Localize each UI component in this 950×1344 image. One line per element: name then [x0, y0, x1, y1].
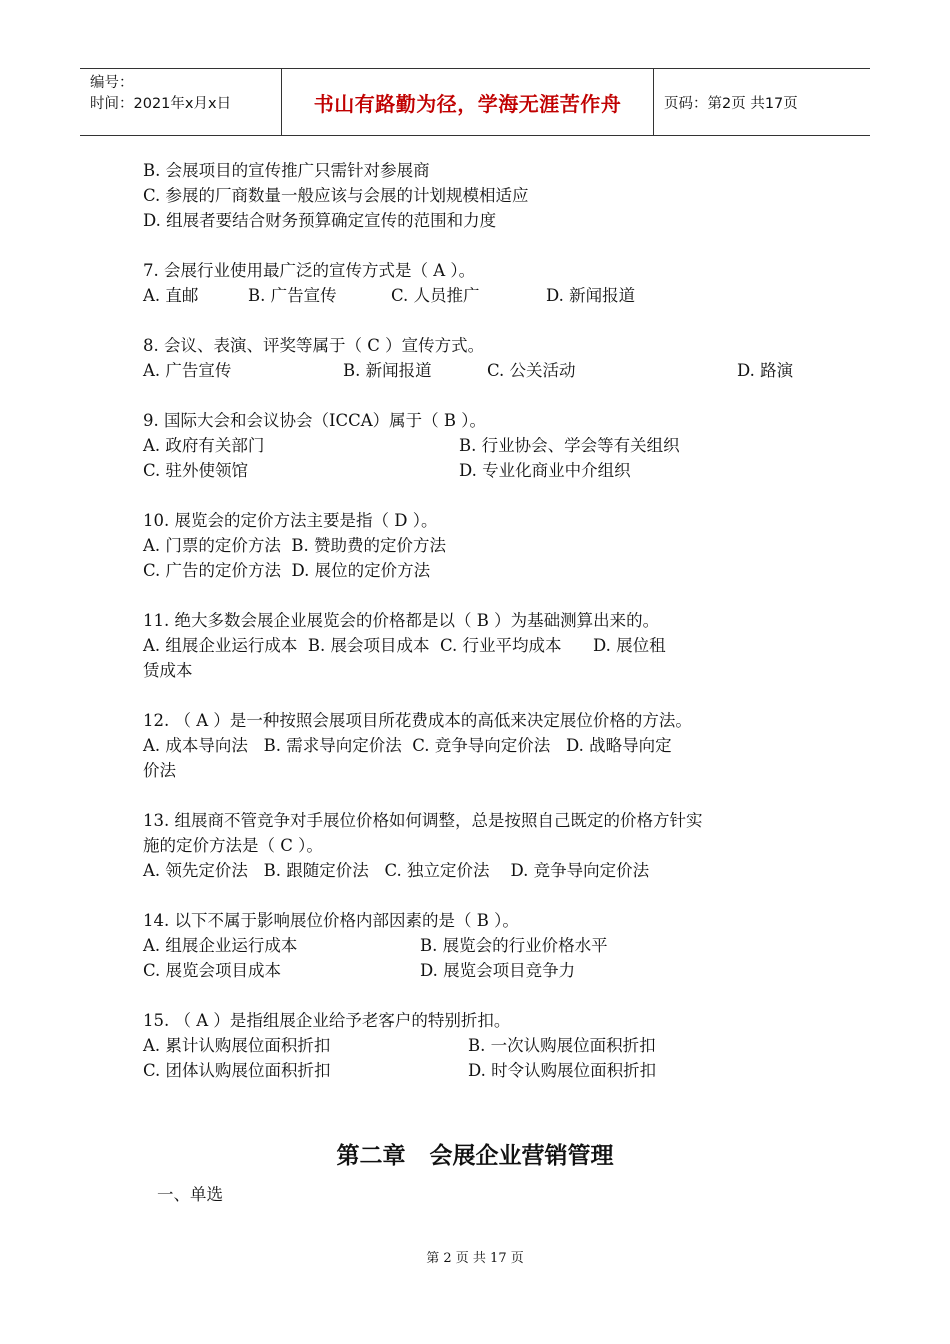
question-stem-13-cont: 施的定价方法是（ C ）。	[143, 836, 323, 855]
question-stem-14: 14. 以下不属于影响展位价格内部因素的是（ B ）。	[143, 911, 519, 930]
option-d: D. 路演	[737, 361, 794, 380]
question-options-14-cd	[143, 958, 813, 983]
question-options-9-cd	[143, 458, 813, 483]
question-options-10-cd: C. 广告的定价方法 D. 展位的定价方法	[143, 561, 431, 580]
option-b: B. 新闻报道	[343, 361, 432, 380]
page-header	[80, 68, 870, 136]
option-b: B. 广告宣传	[248, 286, 337, 305]
question-options-14-ab	[143, 933, 813, 958]
option-a: A. 累计认购展位面积折扣	[143, 1036, 331, 1055]
option-b: B. 展览会的行业价格水平	[420, 936, 608, 955]
option-line: B. 会展项目的宣传推广只需针对参展商	[143, 161, 430, 180]
option-a: A. 政府有关部门	[143, 436, 265, 455]
option-d: D. 展览会项目竞争力	[420, 961, 576, 980]
question-options-15-ab	[143, 1033, 813, 1058]
header-motto: 书山有路勤为径，学海无涯苦作舟	[282, 69, 654, 135]
question-options-12-cont: 价法	[143, 761, 176, 780]
question-options-10-ab: A. 门票的定价方法 B. 赞助费的定价方法	[143, 536, 447, 555]
option-line: D. 组展者要结合财务预算确定宣传的范围和力度	[143, 211, 497, 230]
question-options-13: A. 领先定价法 B. 跟随定价法 C. 独立定价法 D. 竞争导向定价法	[143, 861, 650, 880]
option-b: B. 行业协会、学会等有关组织	[459, 436, 680, 455]
question-stem-15: 15. （ A ）是指组展企业给予老客户的特别折扣。	[143, 1011, 511, 1030]
header-page-number: 页码：第2页 共17页	[664, 95, 798, 112]
option-d: D. 专业化商业中介组织	[459, 461, 631, 480]
question-stem-11: 11. 绝大多数会展企业展览会的价格都是以（ B ）为基础测算出来的。	[143, 611, 660, 630]
question-list	[143, 158, 813, 1083]
question-stem-9: 9. 国际大会和会议协会（ICCA）属于（ B ）。	[143, 411, 487, 430]
option-c: C. 人员推广	[391, 286, 480, 305]
question-options-12: A. 成本导向法 B. 需求导向定价法 C. 竞争导向定价法 D. 战略导向定	[143, 736, 672, 755]
option-c: C. 公关活动	[487, 361, 576, 380]
option-d: D. 时令认购展位面积折扣	[468, 1061, 657, 1080]
question-options-7	[143, 283, 813, 308]
option-b: B. 一次认购展位面积折扣	[468, 1036, 656, 1055]
option-c: C. 团体认购展位面积折扣	[143, 1061, 331, 1080]
chapter-title: 第二章 会展企业营销管理	[336, 1143, 614, 1169]
question-options-15-cd	[143, 1058, 813, 1083]
option-a: A. 组展企业运行成本	[143, 936, 298, 955]
section-title: 一、单选	[157, 1185, 223, 1204]
question-options-9-ab	[143, 433, 813, 458]
option-a: A. 直邮	[143, 286, 199, 305]
question-options-11-cont: 赁成本	[143, 661, 193, 680]
question-stem-12: 12. （ A ）是一种按照会展项目所花费成本的高低来决定展位价格的方法。	[143, 711, 692, 730]
question-stem-13: 13. 组展商不管竞争对手展位价格如何调整，总是按照自己既定的价格方针实	[143, 811, 703, 830]
question-options-11: A. 组展企业运行成本 B. 展会项目成本 C. 行业平均成本 D. 展位租	[143, 636, 666, 655]
option-c: C. 驻外使领馆	[143, 461, 249, 480]
doc-date-label: 时间：2021年x月x日	[90, 96, 232, 112]
header-meta	[80, 69, 282, 135]
option-line: C. 参展的厂商数量一般应该与会展的计划规模相适应	[143, 186, 529, 205]
question-options-8	[143, 358, 813, 383]
question-stem-8: 8. 会议、表演、评奖等属于（ C ）宣传方式。	[143, 336, 485, 355]
doc-number-label: 编号：	[90, 75, 134, 91]
option-a: A. 广告宣传	[143, 361, 232, 380]
question-stem-10: 10. 展览会的定价方法主要是指（ D ）。	[143, 511, 438, 530]
option-d: D. 新闻报道	[546, 286, 636, 305]
question-stem-7: 7. 会展行业使用最广泛的宣传方式是（ A ）。	[143, 261, 476, 280]
page-footer: 第 2 页 共 17 页	[426, 1251, 524, 1266]
option-c: C. 展览会项目成本	[143, 961, 282, 980]
